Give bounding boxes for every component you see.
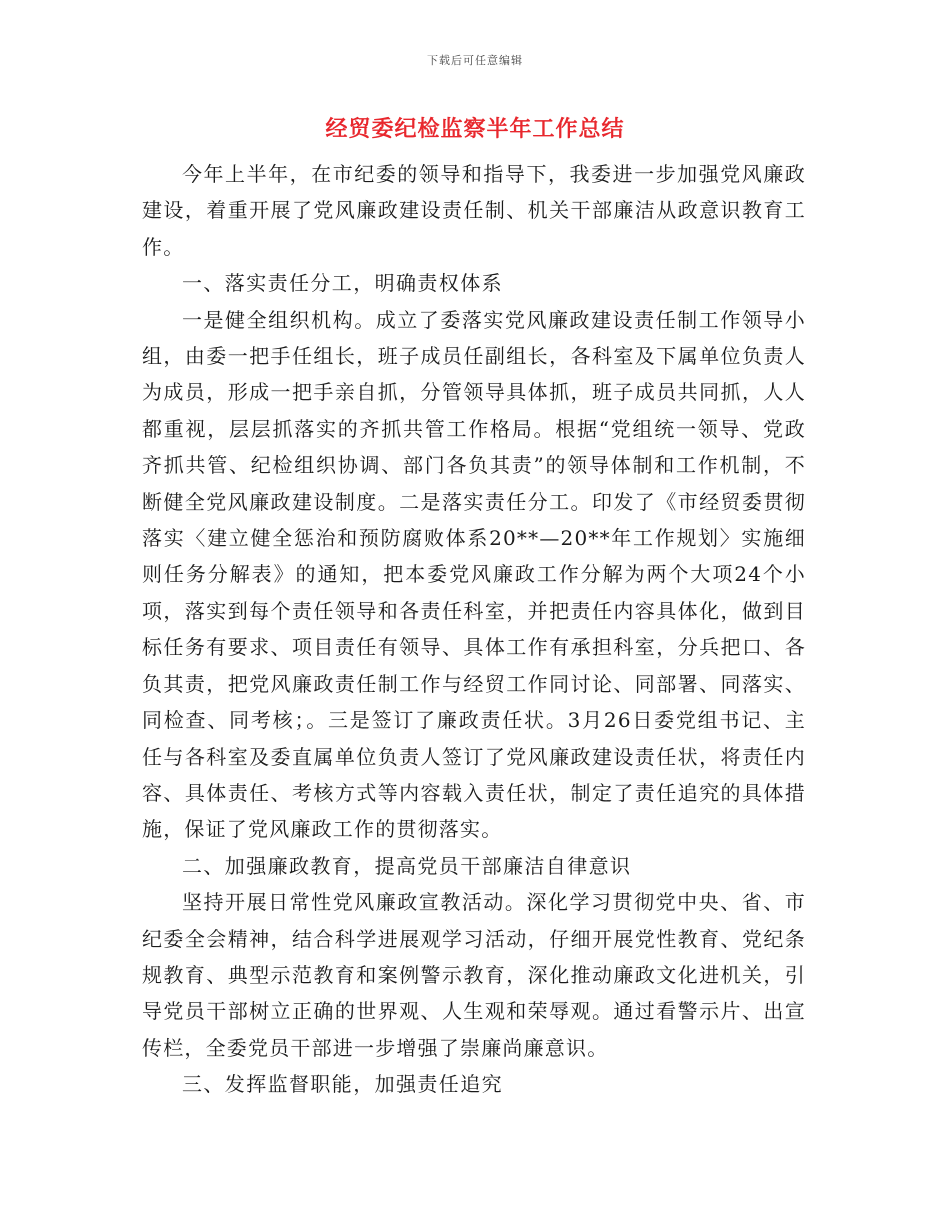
document-title: 经贸委纪检监察半年工作总结 <box>325 116 625 142</box>
header-note: 下载后可任意编辑 <box>427 54 523 67</box>
document-body <box>142 156 806 1103</box>
section-heading-3: 三、发挥监督职能，加强责任追究 <box>182 1072 503 1097</box>
section-heading-2: 二、加强廉政教育，提高党员干部廉洁自律意识 <box>182 853 632 878</box>
section-heading-1: 一、落实责任分工，明确责权体系 <box>182 271 503 296</box>
paragraph-section-1: 一是健全组织机构。成立了委落实党风廉政建设责任制工作领导小组，由委一把手任组长，班子成员任副组长，各科室及下属单位负责人为成员，形成一把手亲自抓，分管领导具体抓，班子成员共同抓，人人都重视，层层抓落实的齐抓共管工作格局。根据“党组统一领导、党政齐抓共管、纪检组织协调、部门各负其责”的领导体制和工作机制，不断健全党风廉政建设制度。二是落实责任分工。印发了《市经贸委贯彻落实〈建立健全惩治和预防腐败体系20**—20**年工作规划〉实施细则任务分解表》的通知，把本委党风廉政工作分解为两个大项24个小项，落实到每个责任领导和各责任科室，并把责任内容具体化，做到目标任务有要求、项目责任有领导、具体工作有承担科室，分兵把口、各负其责，把党风廉政责任制工作与经贸工作同讨论、同部署、同落实、同检查、同考核；。三是签订了廉政责任状。3月26日委党组书记、主任与各科室及委直属单位负责人签订了党风廉政建设责任状，将责任内容、具体责任、考核方式等内容载入责任状，制定了责任追究的具体措施，保证了党风廉政工作的贯彻落实。 <box>142 307 806 842</box>
paragraph-section-2: 坚持开展日常性党风廉政宣教活动。深化学习贯彻党中央、省、市纪委全会精神，结合科学进展观学习活动，仔细开展党性教育、党纪条规教育、典型示范教育和案例警示教育，深化推动廉政文化进机关，引导党员干部树立正确的世界观、人生观和荣辱观。通过看警示片、出宣传栏，全委党员干部进一步增强了崇廉尚廉意识。 <box>142 890 806 1060</box>
paragraph-intro: 今年上半年，在市纪委的领导和指导下，我委进一步加强党风廉政建设，着重开展了党风廉政建设责任制、机关干部廉洁从政意识教育工作。 <box>142 162 806 259</box>
